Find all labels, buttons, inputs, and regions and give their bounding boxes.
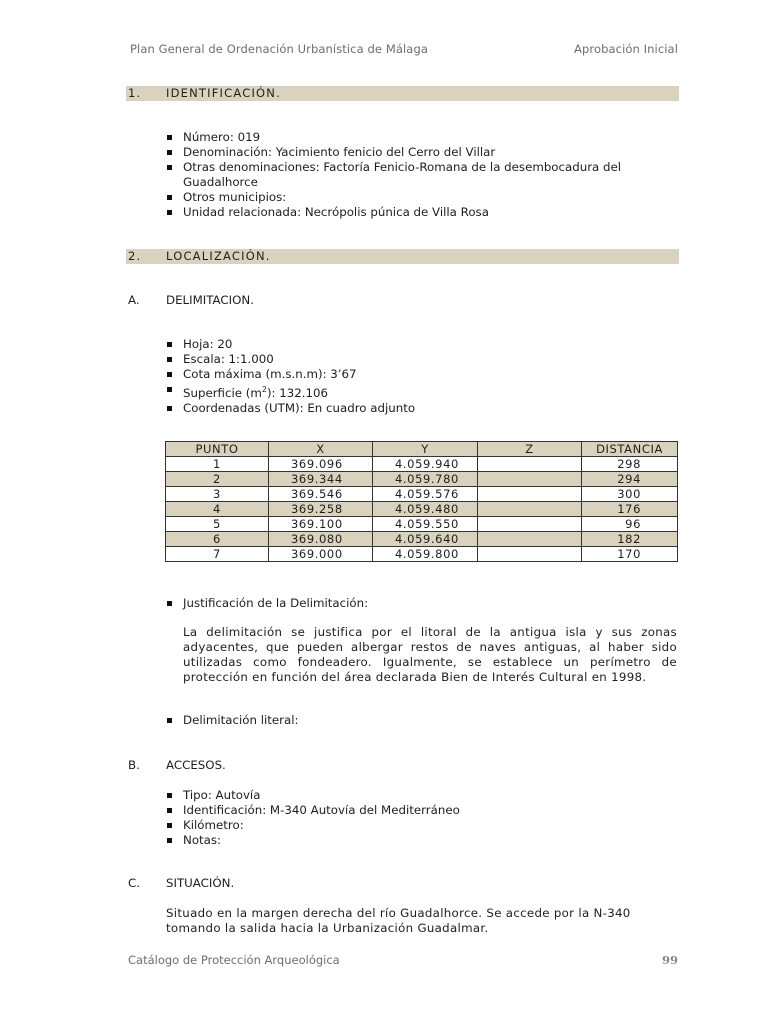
list-item-surface	[166, 382, 681, 401]
col-x: X	[269, 442, 373, 457]
list-item: Notas:	[166, 833, 681, 848]
cell-distancia: 298	[582, 457, 678, 472]
cell-y: 4.059.940	[373, 457, 478, 472]
section-title: IDENTIFICACIÓN.	[166, 86, 281, 100]
page-number: 99	[661, 953, 678, 967]
table-header-row	[166, 442, 678, 457]
col-z: Z	[478, 442, 582, 457]
cell-distancia: 96	[582, 517, 678, 532]
subsection-title-delimitacion: DELIMITACION.	[166, 293, 254, 307]
list-item: Tipo: Autovía	[166, 788, 681, 803]
situation-line-2: tomando la salida hacia la Urbanización Guadalmar.	[166, 921, 489, 935]
list-item: Identificación: M-340 Autovía del Mediterráneo	[166, 803, 681, 818]
situation-line-1: Situado en la margen derecha del río Guadalhorce. Se accede por la N-340	[166, 906, 631, 920]
table-row	[166, 487, 678, 502]
cell-punto: 4	[166, 502, 269, 517]
cell-z	[478, 547, 582, 562]
section-identificacion-bar	[126, 86, 679, 101]
cell-z	[478, 472, 582, 487]
cell-x: 369.000	[269, 547, 373, 562]
surface-superscript: 2	[261, 385, 267, 394]
table-row	[166, 532, 678, 547]
cell-z	[478, 487, 582, 502]
cell-x: 369.344	[269, 472, 373, 487]
cell-punto: 6	[166, 532, 269, 547]
list-item: Justificación de la Delimitación:	[166, 596, 681, 611]
cell-punto: 5	[166, 517, 269, 532]
footer-title: Catálogo de Protección Arqueológica	[128, 953, 340, 967]
cell-y: 4.059.780	[373, 472, 478, 487]
cell-z	[478, 517, 582, 532]
section-number: 2.	[128, 249, 142, 263]
list-item: Otras denominaciones: Factoría Fenicio-Romana de la desembocadura del Guadalhorce	[166, 160, 681, 190]
list-item: Otros municipios:	[166, 190, 681, 205]
cell-y: 4.059.800	[373, 547, 478, 562]
cell-x: 369.096	[269, 457, 373, 472]
list-item: Cota máxima (m.s.n.m): 3’67	[166, 367, 681, 382]
cell-z	[478, 502, 582, 517]
subsection-letter-c: C.	[128, 876, 140, 890]
header-status: Aprobación Inicial	[574, 42, 678, 56]
table-row	[166, 472, 678, 487]
cell-distancia: 176	[582, 502, 678, 517]
subsection-title-accesos: ACCESOS.	[166, 758, 226, 772]
col-punto: PUNTO	[166, 442, 269, 457]
section-title: LOCALIZACIÓN.	[166, 249, 271, 263]
cell-distancia: 294	[582, 472, 678, 487]
cell-x: 369.100	[269, 517, 373, 532]
cell-distancia: 300	[582, 487, 678, 502]
cell-x: 369.258	[269, 502, 373, 517]
delimitation-list	[166, 337, 681, 416]
subsection-letter-b: B.	[128, 758, 140, 772]
cell-punto: 2	[166, 472, 269, 487]
cell-z	[478, 532, 582, 547]
col-y: Y	[373, 442, 478, 457]
cell-z	[478, 457, 582, 472]
justification-paragraph: La delimitación se justifica por el litoral de la antigua isla y sus zonas adyacentes, que pueden albergar restos de naves antiguas, al haber sido utilizadas como fondeadero. Igualmente, se establece un perímetro de protección en función del área declarada Bien de Interés Cultural en 1998.	[183, 625, 677, 684]
cell-punto: 3	[166, 487, 269, 502]
list-item: Kilómetro:	[166, 818, 681, 833]
section-number: 1.	[128, 86, 142, 100]
cell-x: 369.080	[269, 532, 373, 547]
cell-distancia: 170	[582, 547, 678, 562]
cell-y: 4.059.640	[373, 532, 478, 547]
list-item: Número: 019	[166, 130, 681, 145]
cell-punto: 1	[166, 457, 269, 472]
col-distancia: DISTANCIA	[582, 442, 678, 457]
cell-y: 4.059.480	[373, 502, 478, 517]
table-row	[166, 457, 678, 472]
table-row	[166, 517, 678, 532]
list-item: Delimitación literal:	[166, 713, 681, 728]
access-list	[166, 788, 681, 848]
surface-label: Superficie (m	[183, 385, 262, 400]
table-row	[166, 502, 678, 517]
cell-y: 4.059.550	[373, 517, 478, 532]
subsection-title-situacion: SITUACIÓN.	[166, 876, 235, 890]
list-item: Coordenadas (UTM): En cuadro adjunto	[166, 401, 681, 416]
literal-list	[166, 713, 681, 728]
cell-y: 4.059.576	[373, 487, 478, 502]
cell-distancia: 182	[582, 532, 678, 547]
list-item: Escala: 1:1.000	[166, 352, 681, 367]
list-item: Hoja: 20	[166, 337, 681, 352]
cell-x: 369.546	[269, 487, 373, 502]
surface-value: ): 132.106	[266, 385, 329, 400]
table-row	[166, 547, 678, 562]
justification-list	[166, 596, 681, 611]
cell-punto: 7	[166, 547, 269, 562]
list-item: Denominación: Yacimiento fenicio del Cerro del Villar	[166, 145, 681, 160]
section-localizacion-bar	[126, 249, 679, 264]
list-item: Unidad relacionada: Necrópolis púnica de Villa Rosa	[166, 205, 681, 220]
header-title: Plan General de Ordenación Urbanística de Málaga	[130, 42, 428, 56]
subsection-letter-a: A.	[128, 293, 140, 307]
coordinates-table	[165, 441, 678, 562]
identification-list	[166, 130, 681, 220]
